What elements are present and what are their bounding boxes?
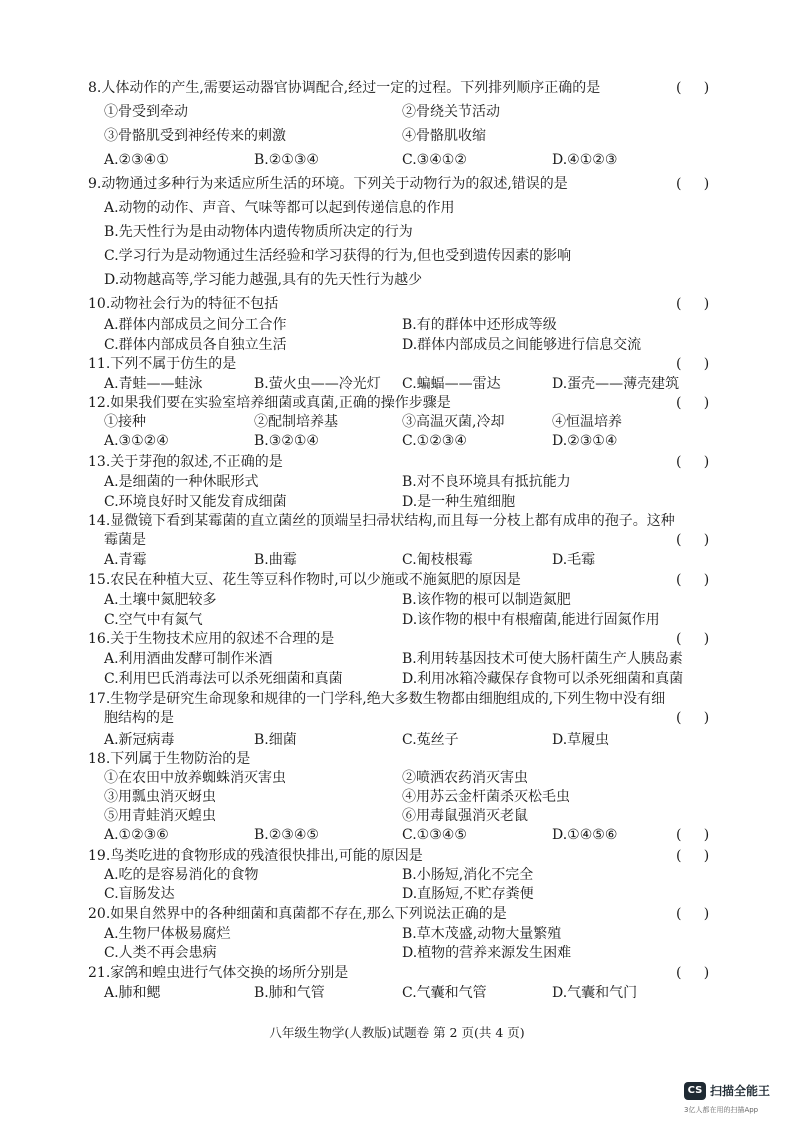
scanner-logo-name: 扫描全能王	[710, 1084, 771, 1098]
option-b: B.②③④⑤	[254, 827, 319, 843]
option-d: D.该作物的根中有根瘤菌,能进行固氮作用	[402, 612, 660, 628]
option-b: B.小肠短,消化不完全	[402, 867, 534, 883]
scanner-watermark	[684, 1079, 794, 1119]
answer-paren: ( )	[676, 906, 710, 922]
option-a: A.动物的动作、声音、气味等都可以起到传递信息的作用	[104, 200, 455, 216]
option-c: C.匍枝根霉	[402, 552, 473, 568]
option-d: D.直肠短,不贮存粪便	[402, 886, 534, 902]
question-20-stem: 20.如果自然界中的各种细菌和真菌都不存在,那么下列说法正确的是	[88, 906, 507, 922]
option-c: C.群体内部成员各自独立生活	[104, 337, 287, 353]
option-b: B.③②①④	[254, 433, 319, 449]
question-11-stem: 11.下列不属于仿生的是	[88, 356, 237, 372]
option-a: A.是细菌的一种休眠形式	[104, 474, 259, 490]
option-d: D.利用冰箱冷藏保存食物可以杀死细菌和真菌	[402, 671, 684, 687]
option-d: D.①④⑤⑥	[552, 827, 618, 843]
question-16-stem: 16.关于生物技术应用的叙述不合理的是	[88, 631, 335, 647]
scanner-logo-slogan: 3亿人都在用的扫描App	[684, 1106, 759, 1114]
answer-paren: ( )	[676, 356, 710, 372]
question-21-stem: 21.家鸽和蝗虫进行气体交换的场所分别是	[88, 965, 349, 981]
answer-paren: ( )	[676, 395, 710, 411]
answer-paren: ( )	[676, 965, 710, 981]
option-a: A.利用酒曲发酵可制作米酒	[104, 651, 273, 667]
option-b: B.利用转基因技术可使大肠杆菌生产人胰岛素	[402, 651, 683, 667]
sub-item: ③高温灭菌,冷却	[402, 414, 505, 430]
question-17-stem-cont: 胞结构的是	[104, 710, 174, 726]
option-b: B.②①③④	[254, 152, 319, 168]
option-a: A.新冠病毒	[104, 732, 175, 748]
answer-paren: ( )	[676, 80, 710, 96]
option-c: C.蝙蝠——雷达	[402, 376, 501, 392]
question-13-stem: 13.关于芽孢的叙述,不正确的是	[88, 454, 283, 470]
option-d: D.②③①④	[552, 433, 618, 449]
answer-paren: ( )	[676, 710, 710, 726]
option-a: A.青蛙——蛙泳	[104, 376, 203, 392]
sub-item: ③骨骼肌受到神经传来的刺激	[104, 128, 286, 144]
answer-paren: ( )	[676, 296, 710, 312]
answer-paren: ( )	[676, 572, 710, 588]
option-a: A.②③④①	[104, 152, 169, 168]
sub-item: ④用苏云金杆菌杀灭松毛虫	[402, 789, 570, 805]
question-10-stem: 10.动物社会行为的特征不包括	[88, 296, 279, 312]
sub-item: ①骨受到牵动	[104, 104, 188, 120]
option-c: C.①③④⑤	[402, 827, 467, 843]
sub-item: ⑥用毒鼠强消灭老鼠	[402, 808, 528, 824]
option-b: B.先天性行为是由动物体内遗传物质所决定的行为	[104, 224, 413, 240]
option-a: A.①②③⑥	[104, 827, 169, 843]
question-14-stem-cont: 霉菌是	[104, 532, 146, 548]
option-a: A.肺和鳃	[104, 985, 161, 1001]
answer-paren: ( )	[676, 631, 710, 647]
answer-paren: ( )	[676, 848, 710, 864]
option-c: C.盲肠发达	[104, 886, 175, 902]
sub-item: ④恒温培养	[552, 414, 622, 430]
page-footer: 八年级生物学(人教版)试题卷 第 2 页(共 4 页)	[269, 1025, 525, 1040]
option-c: C.利用巴氏消毒法可以杀死细菌和真菌	[104, 671, 343, 687]
option-d: D.草履虫	[552, 732, 610, 748]
option-c: C.学习行为是动物通过生活经验和学习获得的行为,但也受到遗传因素的影响	[104, 248, 572, 264]
option-b: B.草木茂盛,动物大量繁殖	[402, 926, 562, 942]
question-17-stem: 17.生物学是研究生命现象和规律的一门学科,绝大多数生物都由细胞组成的,下列生物中没有细	[88, 691, 666, 707]
option-b: B.细菌	[254, 732, 297, 748]
option-d: D.植物的营养来源发生困难	[402, 945, 572, 961]
option-c: C.①②③④	[402, 433, 467, 449]
answer-paren: ( )	[676, 827, 710, 843]
option-b: B.曲霉	[254, 552, 297, 568]
option-a: A.群体内部成员之间分工合作	[104, 317, 287, 333]
sub-item: ②配制培养基	[254, 414, 338, 430]
option-d: D.蛋壳——薄壳建筑	[552, 376, 680, 392]
question-19-stem: 19.鸟类吃进的食物形成的残渣很快排出,可能的原因是	[88, 848, 423, 864]
option-a: A.青霉	[104, 552, 147, 568]
option-b: B.该作物的根可以制造氮肥	[402, 592, 571, 608]
option-d: D.是一种生殖细胞	[402, 494, 516, 510]
option-c: C.③④①②	[402, 152, 467, 168]
answer-paren: ( )	[676, 176, 710, 192]
answer-paren: ( )	[676, 532, 710, 548]
sub-item: ①在农田中放养蜘蛛消灭害虫	[104, 770, 286, 786]
question-18-stem: 18.下列属于生物防治的是	[88, 751, 251, 767]
question-14-stem: 14.显微镜下看到某霉菌的直立菌丝的顶端呈扫帚状结构,而且每一分枝上都有成串的孢子。这种	[88, 513, 675, 529]
sub-item: ②骨绕关节活动	[402, 104, 500, 120]
question-12-stem: 12.如果我们要在实验室培养细菌或真菌,正确的操作步骤是	[88, 395, 451, 411]
option-d: D.④①②③	[552, 152, 618, 168]
scanner-logo-icon: CS	[684, 1082, 706, 1100]
option-c: C.菟丝子	[402, 732, 459, 748]
option-c: C.环境良好时又能发育成细菌	[104, 494, 287, 510]
question-8-stem: 8.人体动作的产生,需要运动器官协调配合,经过一定的过程。下列排列顺序正确的是	[88, 80, 601, 96]
sub-item: ⑤用青蛙消灭蝗虫	[104, 808, 216, 824]
sub-item: ①接种	[104, 414, 146, 430]
option-b: B.肺和气管	[254, 985, 325, 1001]
option-d: D.动物越高等,学习能力越强,具有的先天性行为越少	[104, 272, 423, 288]
option-d: D.气囊和气门	[552, 985, 638, 1001]
option-b: B.萤火虫——冷光灯	[254, 376, 381, 392]
option-c: C.空气中有氮气	[104, 612, 203, 628]
answer-paren: ( )	[676, 454, 710, 470]
option-a: A.吃的是容易消化的食物	[104, 867, 259, 883]
sub-item: ③用瓢虫消灭蚜虫	[104, 789, 216, 805]
option-d: D.毛霉	[552, 552, 596, 568]
option-a: A.③①②④	[104, 433, 169, 449]
option-c: C.气囊和气管	[402, 985, 487, 1001]
option-b: B.对不良环境具有抵抗能力	[402, 474, 571, 490]
option-b: B.有的群体中还形成等级	[402, 317, 557, 333]
option-c: C.人类不再会患病	[104, 945, 217, 961]
question-9-stem: 9.动物通过多种行为来适应所生活的环境。下列关于动物行为的叙述,错误的是	[88, 176, 568, 192]
question-15-stem: 15.农民在种植大豆、花生等豆科作物时,可以少施或不施氮肥的原因是	[88, 572, 521, 588]
option-a: A.生物尸体极易腐烂	[104, 926, 231, 942]
sub-item: ②喷洒农药消灭害虫	[402, 770, 528, 786]
option-d: D.群体内部成员之间能够进行信息交流	[402, 337, 642, 353]
sub-item: ④骨骼肌收缩	[402, 128, 486, 144]
option-a: A.土壤中氮肥较多	[104, 592, 217, 608]
